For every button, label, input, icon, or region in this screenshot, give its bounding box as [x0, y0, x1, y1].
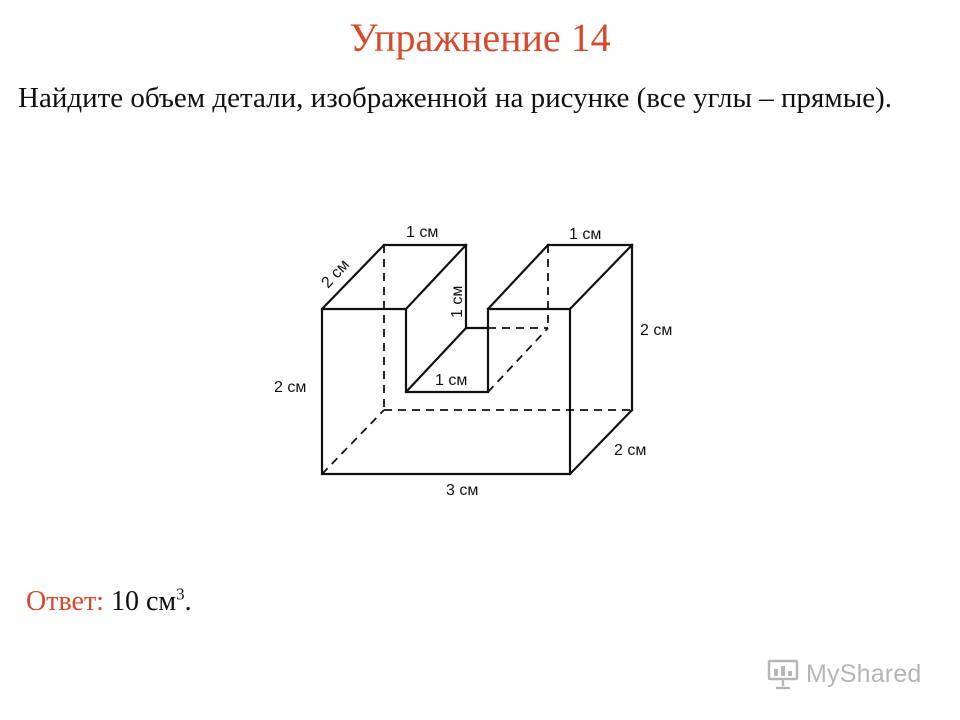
answer-value: 10 см: [110, 586, 177, 617]
left-top-left-edge: [322, 245, 384, 309]
bottom-right-depth-edge: [570, 410, 632, 474]
problem-statement: Найдите объем детали, изображенной на рисунке (все углы – прямые).: [18, 82, 892, 114]
hidden-notch-right-depth: [488, 328, 548, 392]
label-left-height: 2 см: [274, 379, 307, 396]
front-face-outline: [322, 309, 570, 474]
answer-label: Ответ:: [26, 586, 104, 617]
presentation-board-icon: [766, 658, 800, 690]
label-notch-width: 1 см: [435, 372, 468, 389]
answer-period: .: [184, 586, 192, 617]
label-notch-depth: 1 см: [449, 285, 466, 318]
label-right-height: 2 см: [640, 322, 673, 339]
hidden-bottom-left-depth: [322, 410, 384, 474]
answer-line: [26, 584, 192, 620]
notch-floor-left-depth: [406, 328, 466, 392]
right-top-right-edge: [570, 245, 632, 309]
exercise-title: Упражнение 14: [349, 15, 611, 60]
right-top-left-edge: [488, 245, 548, 309]
label-bottom-depth: 2 см: [614, 442, 647, 459]
answer-exponent: 3: [176, 584, 185, 604]
label-top-left-depth: 2 см: [318, 256, 353, 292]
myshared-watermark: [766, 656, 922, 692]
label-top-left-width: 1 см: [406, 224, 439, 241]
label-top-right-width: 1 см: [569, 226, 602, 243]
label-bottom-length: 3 см: [446, 482, 479, 499]
left-top-right-edge: [406, 245, 466, 309]
watermark-text: MyShared: [806, 659, 922, 688]
